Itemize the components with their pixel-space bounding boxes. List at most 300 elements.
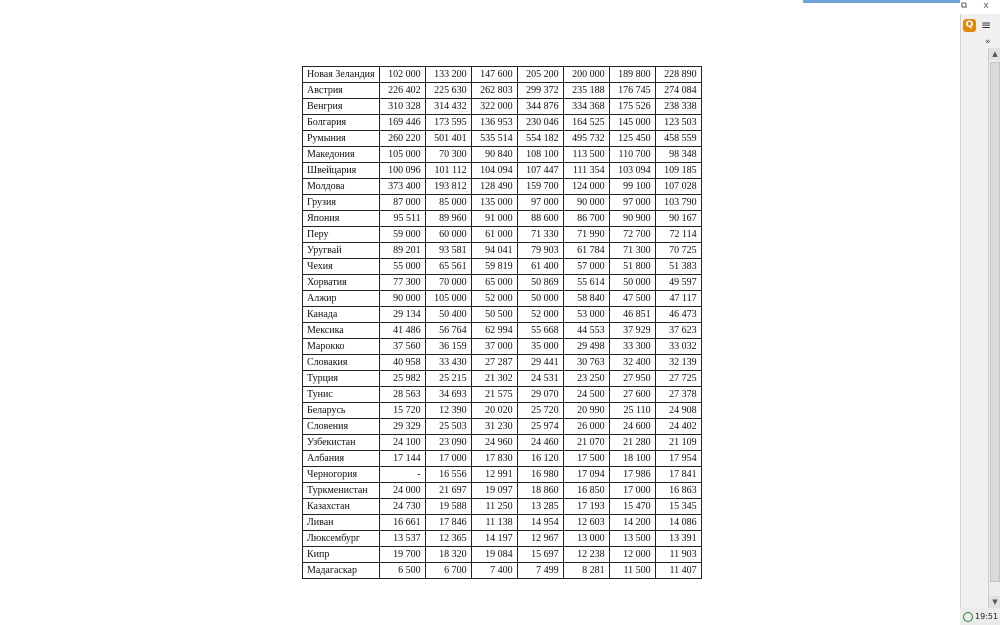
value-cell: 33 430 bbox=[425, 355, 471, 371]
value-cell: 37 000 bbox=[471, 339, 517, 355]
table-row bbox=[303, 371, 702, 387]
value-cell: 23 090 bbox=[425, 435, 471, 451]
country-name-cell: Канада bbox=[303, 307, 380, 323]
value-cell: 29 134 bbox=[379, 307, 425, 323]
value-cell: 14 954 bbox=[517, 515, 563, 531]
value-cell: 7 400 bbox=[471, 563, 517, 579]
table-row bbox=[303, 547, 702, 563]
value-cell: 7 499 bbox=[517, 563, 563, 579]
value-cell: 24 000 bbox=[379, 483, 425, 499]
country-name-cell: Новая Зеландия bbox=[303, 67, 380, 83]
value-cell: 40 958 bbox=[379, 355, 425, 371]
value-cell: 28 563 bbox=[379, 387, 425, 403]
country-name-cell: Словения bbox=[303, 419, 380, 435]
table-row bbox=[303, 83, 702, 99]
value-cell: 94 041 bbox=[471, 243, 517, 259]
value-cell: 8 281 bbox=[563, 563, 609, 579]
value-cell: 46 473 bbox=[655, 307, 701, 323]
table-row bbox=[303, 403, 702, 419]
value-cell: 24 460 bbox=[517, 435, 563, 451]
value-cell: 26 000 bbox=[563, 419, 609, 435]
value-cell: 65 000 bbox=[471, 275, 517, 291]
table-row bbox=[303, 483, 702, 499]
value-cell: 47 500 bbox=[609, 291, 655, 307]
value-cell: 32 139 bbox=[655, 355, 701, 371]
value-cell: 13 391 bbox=[655, 531, 701, 547]
value-cell: 97 000 bbox=[609, 195, 655, 211]
value-cell: 51 800 bbox=[609, 259, 655, 275]
table-row bbox=[303, 275, 702, 291]
value-cell: 344 876 bbox=[517, 99, 563, 115]
value-cell: 53 000 bbox=[563, 307, 609, 323]
value-cell: 200 000 bbox=[563, 67, 609, 83]
value-cell: 104 094 bbox=[471, 163, 517, 179]
value-cell: 47 117 bbox=[655, 291, 701, 307]
table-row bbox=[303, 499, 702, 515]
value-cell: 70 725 bbox=[655, 243, 701, 259]
value-cell: 71 330 bbox=[517, 227, 563, 243]
value-cell: 16 120 bbox=[517, 451, 563, 467]
table-row bbox=[303, 179, 702, 195]
value-cell: 72 114 bbox=[655, 227, 701, 243]
value-cell: 109 185 bbox=[655, 163, 701, 179]
value-cell: 65 561 bbox=[425, 259, 471, 275]
value-cell: 27 600 bbox=[609, 387, 655, 403]
value-cell: 87 000 bbox=[379, 195, 425, 211]
value-cell: 14 200 bbox=[609, 515, 655, 531]
value-cell: 13 285 bbox=[517, 499, 563, 515]
table-row bbox=[303, 435, 702, 451]
value-cell: 24 531 bbox=[517, 371, 563, 387]
table-row bbox=[303, 243, 702, 259]
country-name-cell: Швейцария bbox=[303, 163, 380, 179]
table-row bbox=[303, 259, 702, 275]
country-name-cell: Алжир bbox=[303, 291, 380, 307]
value-cell: 29 498 bbox=[563, 339, 609, 355]
value-cell: 86 700 bbox=[563, 211, 609, 227]
value-cell: 15 697 bbox=[517, 547, 563, 563]
value-cell: 18 320 bbox=[425, 547, 471, 563]
country-name-cell: Болгария bbox=[303, 115, 380, 131]
table-row bbox=[303, 307, 702, 323]
value-cell: 322 000 bbox=[471, 99, 517, 115]
value-cell: 12 603 bbox=[563, 515, 609, 531]
value-cell: 99 100 bbox=[609, 179, 655, 195]
value-cell: 105 000 bbox=[379, 147, 425, 163]
value-cell: 21 697 bbox=[425, 483, 471, 499]
value-cell: 31 230 bbox=[471, 419, 517, 435]
value-cell: 314 432 bbox=[425, 99, 471, 115]
value-cell: 12 000 bbox=[609, 547, 655, 563]
value-cell: 501 401 bbox=[425, 131, 471, 147]
value-cell: 12 365 bbox=[425, 531, 471, 547]
country-name-cell: Хорватия bbox=[303, 275, 380, 291]
value-cell: 55 668 bbox=[517, 323, 563, 339]
value-cell: 70 000 bbox=[425, 275, 471, 291]
value-cell: 310 328 bbox=[379, 99, 425, 115]
table-row bbox=[303, 291, 702, 307]
value-cell: 24 730 bbox=[379, 499, 425, 515]
table-row bbox=[303, 131, 702, 147]
value-cell: 52 000 bbox=[471, 291, 517, 307]
country-name-cell: Чехия bbox=[303, 259, 380, 275]
value-cell: 89 201 bbox=[379, 243, 425, 259]
value-cell: 37 560 bbox=[379, 339, 425, 355]
value-cell: 123 503 bbox=[655, 115, 701, 131]
value-cell: 13 500 bbox=[609, 531, 655, 547]
value-cell: 19 700 bbox=[379, 547, 425, 563]
table-row bbox=[303, 339, 702, 355]
country-name-cell: Тунис bbox=[303, 387, 380, 403]
table-row bbox=[303, 531, 702, 547]
value-cell: 33 300 bbox=[609, 339, 655, 355]
value-cell: 103 790 bbox=[655, 195, 701, 211]
value-cell: 145 000 bbox=[609, 115, 655, 131]
value-cell: 18 100 bbox=[609, 451, 655, 467]
value-cell: 6 500 bbox=[379, 563, 425, 579]
value-cell: 14 086 bbox=[655, 515, 701, 531]
value-cell: 98 348 bbox=[655, 147, 701, 163]
value-cell: 59 000 bbox=[379, 227, 425, 243]
value-cell: 17 500 bbox=[563, 451, 609, 467]
value-cell: 25 982 bbox=[379, 371, 425, 387]
value-cell: 21 280 bbox=[609, 435, 655, 451]
value-cell: 41 486 bbox=[379, 323, 425, 339]
country-name-cell: Турция bbox=[303, 371, 380, 387]
value-cell: 262 803 bbox=[471, 83, 517, 99]
vertical-scrollbar[interactable] bbox=[988, 48, 1000, 608]
value-cell: 100 096 bbox=[379, 163, 425, 179]
table-row bbox=[303, 195, 702, 211]
value-cell: 85 000 bbox=[425, 195, 471, 211]
table-row bbox=[303, 67, 702, 83]
value-cell: 71 990 bbox=[563, 227, 609, 243]
value-cell: 19 097 bbox=[471, 483, 517, 499]
table-row bbox=[303, 515, 702, 531]
value-cell: 24 600 bbox=[609, 419, 655, 435]
value-cell: 230 046 bbox=[517, 115, 563, 131]
value-cell: - bbox=[379, 467, 425, 483]
value-cell: 59 819 bbox=[471, 259, 517, 275]
value-cell: 27 287 bbox=[471, 355, 517, 371]
value-cell: 16 863 bbox=[655, 483, 701, 499]
value-cell: 25 974 bbox=[517, 419, 563, 435]
value-cell: 46 851 bbox=[609, 307, 655, 323]
value-cell: 17 193 bbox=[563, 499, 609, 515]
table-row bbox=[303, 451, 702, 467]
value-cell: 61 000 bbox=[471, 227, 517, 243]
value-cell: 33 032 bbox=[655, 339, 701, 355]
scrollbar-thumb[interactable] bbox=[990, 62, 1000, 582]
value-cell: 189 800 bbox=[609, 67, 655, 83]
value-cell: 11 138 bbox=[471, 515, 517, 531]
value-cell: 17 954 bbox=[655, 451, 701, 467]
value-cell: 11 903 bbox=[655, 547, 701, 563]
value-cell: 176 745 bbox=[609, 83, 655, 99]
table-row bbox=[303, 147, 702, 163]
value-cell: 105 000 bbox=[425, 291, 471, 307]
value-cell: 50 000 bbox=[517, 291, 563, 307]
value-cell: 21 109 bbox=[655, 435, 701, 451]
value-cell: 95 511 bbox=[379, 211, 425, 227]
value-cell: 17 000 bbox=[609, 483, 655, 499]
value-cell: 159 700 bbox=[517, 179, 563, 195]
value-cell: 23 250 bbox=[563, 371, 609, 387]
value-cell: 13 537 bbox=[379, 531, 425, 547]
value-cell: 56 764 bbox=[425, 323, 471, 339]
country-name-cell: Ливан bbox=[303, 515, 380, 531]
value-cell: 113 500 bbox=[563, 147, 609, 163]
value-cell: 25 503 bbox=[425, 419, 471, 435]
table-row bbox=[303, 563, 702, 579]
value-cell: 17 094 bbox=[563, 467, 609, 483]
value-cell: 57 000 bbox=[563, 259, 609, 275]
value-cell: 21 302 bbox=[471, 371, 517, 387]
country-name-cell: Марокко bbox=[303, 339, 380, 355]
value-cell: 238 338 bbox=[655, 99, 701, 115]
value-cell: 24 500 bbox=[563, 387, 609, 403]
value-cell: 49 597 bbox=[655, 275, 701, 291]
value-cell: 15 720 bbox=[379, 403, 425, 419]
country-name-cell: Албания bbox=[303, 451, 380, 467]
value-cell: 12 991 bbox=[471, 467, 517, 483]
value-cell: 535 514 bbox=[471, 131, 517, 147]
value-cell: 133 200 bbox=[425, 67, 471, 83]
value-cell: 55 614 bbox=[563, 275, 609, 291]
table-row bbox=[303, 99, 702, 115]
value-cell: 16 980 bbox=[517, 467, 563, 483]
value-cell: 14 197 bbox=[471, 531, 517, 547]
system-tray bbox=[960, 608, 1000, 625]
value-cell: 20 990 bbox=[563, 403, 609, 419]
value-cell: 29 070 bbox=[517, 387, 563, 403]
value-cell: 111 354 bbox=[563, 163, 609, 179]
value-cell: 19 084 bbox=[471, 547, 517, 563]
value-cell: 93 581 bbox=[425, 243, 471, 259]
value-cell: 164 525 bbox=[563, 115, 609, 131]
country-name-cell: Кипр bbox=[303, 547, 380, 563]
value-cell: 124 000 bbox=[563, 179, 609, 195]
country-name-cell: Люксембург bbox=[303, 531, 380, 547]
value-cell: 16 661 bbox=[379, 515, 425, 531]
value-cell: 27 725 bbox=[655, 371, 701, 387]
value-cell: 62 994 bbox=[471, 323, 517, 339]
clock: 19:51 bbox=[975, 612, 999, 621]
value-cell: 27 378 bbox=[655, 387, 701, 403]
value-cell: 72 700 bbox=[609, 227, 655, 243]
country-name-cell: Мексика bbox=[303, 323, 380, 339]
value-cell: 25 215 bbox=[425, 371, 471, 387]
value-cell: 103 094 bbox=[609, 163, 655, 179]
value-cell: 6 700 bbox=[425, 563, 471, 579]
scroll-up-arrow-icon[interactable]: ▲ bbox=[989, 48, 1000, 60]
value-cell: 110 700 bbox=[609, 147, 655, 163]
value-cell: 50 400 bbox=[425, 307, 471, 323]
value-cell: 55 000 bbox=[379, 259, 425, 275]
value-cell: 20 020 bbox=[471, 403, 517, 419]
table-row bbox=[303, 323, 702, 339]
value-cell: 90 000 bbox=[379, 291, 425, 307]
value-cell: 173 595 bbox=[425, 115, 471, 131]
value-cell: 61 784 bbox=[563, 243, 609, 259]
value-cell: 24 402 bbox=[655, 419, 701, 435]
value-cell: 11 407 bbox=[655, 563, 701, 579]
value-cell: 260 220 bbox=[379, 131, 425, 147]
value-cell: 24 100 bbox=[379, 435, 425, 451]
table-row bbox=[303, 355, 702, 371]
value-cell: 90 000 bbox=[563, 195, 609, 211]
hamburger-menu-icon[interactable]: ≡ bbox=[981, 18, 992, 32]
value-cell: 554 182 bbox=[517, 131, 563, 147]
value-cell: 27 950 bbox=[609, 371, 655, 387]
table-row bbox=[303, 227, 702, 243]
country-name-cell: Узбекистан bbox=[303, 435, 380, 451]
value-cell: 299 372 bbox=[517, 83, 563, 99]
value-cell: 169 446 bbox=[379, 115, 425, 131]
value-cell: 125 450 bbox=[609, 131, 655, 147]
app-icon[interactable]: Q bbox=[963, 19, 976, 32]
value-cell: 225 630 bbox=[425, 83, 471, 99]
country-name-cell: Уругвай bbox=[303, 243, 380, 259]
value-cell: 458 559 bbox=[655, 131, 701, 147]
value-cell: 12 967 bbox=[517, 531, 563, 547]
value-cell: 50 000 bbox=[609, 275, 655, 291]
value-cell: 17 144 bbox=[379, 451, 425, 467]
value-cell: 228 890 bbox=[655, 67, 701, 83]
value-cell: 11 250 bbox=[471, 499, 517, 515]
country-name-cell: Казахстан bbox=[303, 499, 380, 515]
value-cell: 15 345 bbox=[655, 499, 701, 515]
value-cell: 71 300 bbox=[609, 243, 655, 259]
country-name-cell: Туркменистан bbox=[303, 483, 380, 499]
value-cell: 495 732 bbox=[563, 131, 609, 147]
country-name-cell: Грузия bbox=[303, 195, 380, 211]
value-cell: 15 470 bbox=[609, 499, 655, 515]
value-cell: 16 556 bbox=[425, 467, 471, 483]
value-cell: 25 720 bbox=[517, 403, 563, 419]
value-cell: 70 300 bbox=[425, 147, 471, 163]
value-cell: 52 000 bbox=[517, 307, 563, 323]
value-cell: 90 900 bbox=[609, 211, 655, 227]
value-cell: 37 623 bbox=[655, 323, 701, 339]
value-cell: 274 084 bbox=[655, 83, 701, 99]
value-cell: 97 000 bbox=[517, 195, 563, 211]
value-cell: 51 383 bbox=[655, 259, 701, 275]
value-cell: 135 000 bbox=[471, 195, 517, 211]
value-cell: 193 812 bbox=[425, 179, 471, 195]
value-cell: 77 300 bbox=[379, 275, 425, 291]
value-cell: 35 000 bbox=[517, 339, 563, 355]
country-name-cell: Черногория bbox=[303, 467, 380, 483]
table-row bbox=[303, 211, 702, 227]
country-name-cell: Молдова bbox=[303, 179, 380, 195]
value-cell: 32 400 bbox=[609, 355, 655, 371]
value-cell: 90 840 bbox=[471, 147, 517, 163]
value-cell: 58 840 bbox=[563, 291, 609, 307]
value-cell: 17 986 bbox=[609, 467, 655, 483]
country-name-cell: Австрия bbox=[303, 83, 380, 99]
value-cell: 88 600 bbox=[517, 211, 563, 227]
window-controls bbox=[955, 0, 1000, 13]
value-cell: 44 553 bbox=[563, 323, 609, 339]
value-cell: 175 526 bbox=[609, 99, 655, 115]
value-cell: 18 860 bbox=[517, 483, 563, 499]
value-cell: 101 112 bbox=[425, 163, 471, 179]
value-cell: 36 159 bbox=[425, 339, 471, 355]
value-cell: 79 903 bbox=[517, 243, 563, 259]
table-row bbox=[303, 387, 702, 403]
country-name-cell: Беларусь bbox=[303, 403, 380, 419]
value-cell: 60 000 bbox=[425, 227, 471, 243]
value-cell: 37 929 bbox=[609, 323, 655, 339]
value-cell: 50 869 bbox=[517, 275, 563, 291]
country-name-cell: Македония bbox=[303, 147, 380, 163]
side-toolbar bbox=[963, 18, 991, 32]
country-name-cell: Мадагаскар bbox=[303, 563, 380, 579]
expand-chevron-icon[interactable]: » bbox=[985, 37, 991, 47]
value-cell: 107 028 bbox=[655, 179, 701, 195]
value-cell: 29 441 bbox=[517, 355, 563, 371]
value-cell: 108 100 bbox=[517, 147, 563, 163]
country-name-cell: Венгрия bbox=[303, 99, 380, 115]
value-cell: 235 188 bbox=[563, 83, 609, 99]
value-cell: 34 693 bbox=[425, 387, 471, 403]
value-cell: 147 600 bbox=[471, 67, 517, 83]
country-name-cell: Перу bbox=[303, 227, 380, 243]
value-cell: 226 402 bbox=[379, 83, 425, 99]
value-cell: 24 908 bbox=[655, 403, 701, 419]
country-name-cell: Япония bbox=[303, 211, 380, 227]
country-name-cell: Румыния bbox=[303, 131, 380, 147]
value-cell: 21 575 bbox=[471, 387, 517, 403]
value-cell: 334 368 bbox=[563, 99, 609, 115]
close-button[interactable]: x bbox=[983, 1, 989, 11]
value-cell: 205 200 bbox=[517, 67, 563, 83]
value-cell: 25 110 bbox=[609, 403, 655, 419]
table-row bbox=[303, 115, 702, 131]
value-cell: 17 830 bbox=[471, 451, 517, 467]
value-cell: 12 238 bbox=[563, 547, 609, 563]
top-accent-bar bbox=[803, 0, 960, 3]
table-row bbox=[303, 419, 702, 435]
value-cell: 12 390 bbox=[425, 403, 471, 419]
value-cell: 91 000 bbox=[471, 211, 517, 227]
value-cell: 30 763 bbox=[563, 355, 609, 371]
value-cell: 11 500 bbox=[609, 563, 655, 579]
value-cell: 107 447 bbox=[517, 163, 563, 179]
value-cell: 16 850 bbox=[563, 483, 609, 499]
value-cell: 17 846 bbox=[425, 515, 471, 531]
table-row bbox=[303, 163, 702, 179]
value-cell: 50 500 bbox=[471, 307, 517, 323]
data-table bbox=[302, 66, 702, 579]
speaker-icon[interactable] bbox=[963, 612, 973, 622]
value-cell: 89 960 bbox=[425, 211, 471, 227]
value-cell: 90 167 bbox=[655, 211, 701, 227]
document-page bbox=[302, 66, 702, 579]
value-cell: 128 490 bbox=[471, 179, 517, 195]
restore-button[interactable]: ⧉ bbox=[960, 1, 968, 11]
value-cell: 19 588 bbox=[425, 499, 471, 515]
scroll-down-arrow-icon[interactable]: ▼ bbox=[989, 596, 1000, 608]
value-cell: 29 329 bbox=[379, 419, 425, 435]
table-row bbox=[303, 467, 702, 483]
value-cell: 136 953 bbox=[471, 115, 517, 131]
value-cell: 13 000 bbox=[563, 531, 609, 547]
value-cell: 21 070 bbox=[563, 435, 609, 451]
value-cell: 102 000 bbox=[379, 67, 425, 83]
value-cell: 61 400 bbox=[517, 259, 563, 275]
